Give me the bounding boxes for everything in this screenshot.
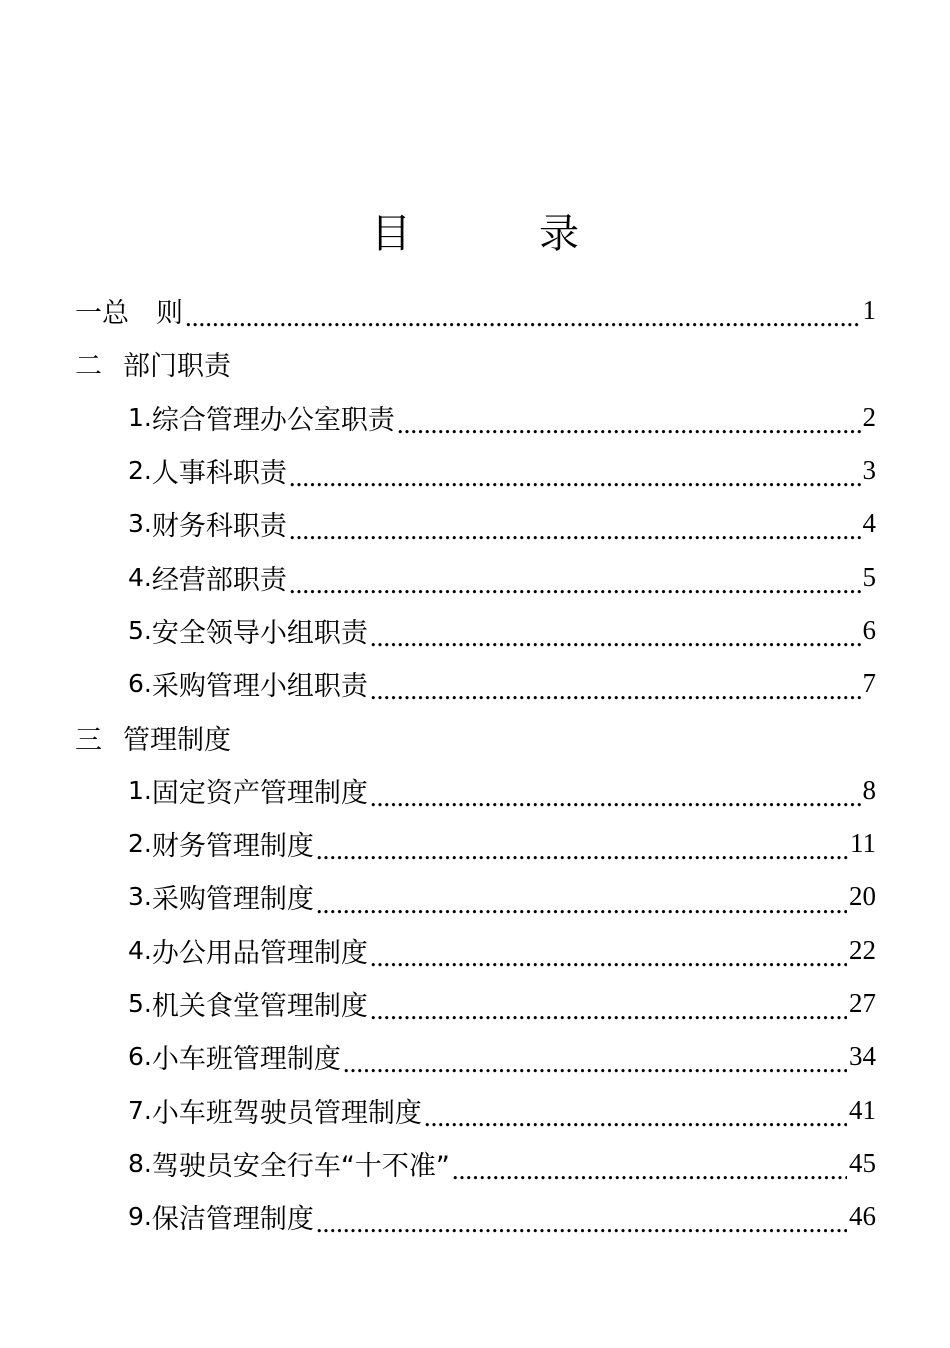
toc-entry-number: 2. xyxy=(128,829,152,859)
toc-entry-page: 6 xyxy=(862,614,876,645)
toc-entry-page: 27 xyxy=(849,988,876,1018)
toc-entry-number: 5. xyxy=(128,615,152,645)
toc-entry-number: 7. xyxy=(128,1095,152,1125)
toc-leader-dots xyxy=(343,1053,847,1083)
toc-leader-dots xyxy=(289,520,861,550)
toc-entry-page: 41 xyxy=(849,1094,876,1125)
toc-entry-label: 安全领导小组职责 xyxy=(151,617,368,649)
toc-entry-number: 8. xyxy=(128,1148,152,1178)
toc-leader-dots xyxy=(185,307,861,337)
toc-entry-label: 管理制度 xyxy=(123,724,231,756)
toc-entry-page: 11 xyxy=(850,828,876,859)
toc-entry-number: 4. xyxy=(128,562,152,592)
toc-entry-number: 一 xyxy=(75,298,102,330)
toc-entry[interactable] xyxy=(0,870,950,923)
toc-entry[interactable] xyxy=(0,604,950,657)
toc-leader-dots xyxy=(370,627,861,657)
table-of-contents xyxy=(0,284,950,1243)
toc-entry-label: 部门职责 xyxy=(123,351,231,383)
toc-entry-page: 22 xyxy=(849,934,876,965)
toc-entry-label: 财务管理制度 xyxy=(151,831,314,863)
toc-entry-page: 1 xyxy=(862,295,876,326)
toc-entry-number: 1. xyxy=(128,775,152,805)
toc-leader-dots xyxy=(370,680,861,710)
toc-entry-label: 综合管理办公室职责 xyxy=(151,404,395,436)
toc-entry-label: 采购管理小组职责 xyxy=(151,671,368,703)
toc-entry-page: 46 xyxy=(849,1201,876,1232)
toc-entry-page: 3 xyxy=(862,455,876,486)
toc-section-heading[interactable] xyxy=(0,710,950,763)
toc-entry[interactable] xyxy=(0,1083,950,1136)
toc-entry[interactable] xyxy=(0,817,950,870)
toc-leader-dots xyxy=(316,894,847,924)
toc-entry-label: 保洁管理制度 xyxy=(151,1204,314,1236)
toc-entry-number: 三 xyxy=(75,724,102,756)
toc-entry-label: 小车班管理制度 xyxy=(151,1044,341,1076)
toc-entry[interactable] xyxy=(0,497,950,550)
toc-leader-dots xyxy=(370,1000,847,1030)
toc-entry-number: 3. xyxy=(128,882,152,912)
toc-leader-dots xyxy=(424,1107,847,1137)
toc-leader-dots xyxy=(289,467,861,497)
toc-leader-dots xyxy=(289,574,861,604)
toc-entry-page: 8 xyxy=(862,774,876,805)
toc-leader-dots xyxy=(370,947,847,977)
toc-entry-number: 6. xyxy=(128,1042,152,1072)
toc-entry-number: 2. xyxy=(128,456,152,486)
toc-entry-label: 总 则 xyxy=(102,298,183,330)
toc-entry-number: 9. xyxy=(128,1202,152,1232)
toc-entry[interactable] xyxy=(0,444,950,497)
toc-section-heading[interactable] xyxy=(0,337,950,390)
toc-entry[interactable] xyxy=(0,1030,950,1083)
toc-entry[interactable] xyxy=(0,391,950,444)
toc-entry-label: 固定资产管理制度 xyxy=(151,777,368,809)
toc-entry-page: 34 xyxy=(849,1041,876,1072)
toc-entry-label: 机关食堂管理制度 xyxy=(151,991,368,1022)
toc-entry-number: 4. xyxy=(128,935,152,965)
toc-entry-label: 办公用品管理制度 xyxy=(151,937,368,969)
toc-entry-number: 3. xyxy=(128,509,152,539)
toc-entry-page: 45 xyxy=(849,1147,876,1178)
toc-entry-label: 驾驶员安全行车“十不准” xyxy=(151,1150,450,1182)
toc-entry[interactable] xyxy=(0,924,950,977)
toc-entry-number: 5. xyxy=(128,989,152,1018)
toc-leader-dots xyxy=(370,787,861,817)
toc-entry[interactable] xyxy=(0,657,950,710)
toc-entry[interactable] xyxy=(0,764,950,817)
toc-entry-label: 采购管理制度 xyxy=(151,884,314,916)
toc-entry[interactable] xyxy=(0,550,950,603)
toc-entry[interactable] xyxy=(0,1137,950,1190)
toc-leader-dots xyxy=(397,414,861,444)
toc-entry-page: 2 xyxy=(862,401,876,432)
toc-leader-dots xyxy=(316,1213,847,1243)
toc-leader-dots xyxy=(316,840,848,870)
toc-entry-page: 4 xyxy=(862,508,876,539)
toc-entry-page: 20 xyxy=(849,881,876,912)
toc-entry-label: 人事科职责 xyxy=(151,458,287,490)
toc-entry-label: 财务科职责 xyxy=(151,511,287,543)
toc-entry[interactable] xyxy=(0,1190,950,1243)
toc-entry-label: 经营部职责 xyxy=(151,564,287,596)
toc-entry-page: 5 xyxy=(862,561,876,592)
toc-entry[interactable] xyxy=(0,977,950,1030)
toc-entry[interactable] xyxy=(0,284,950,337)
toc-leader-dots xyxy=(452,1160,847,1190)
toc-entry-number: 1. xyxy=(128,402,152,432)
toc-title: 目 录 xyxy=(371,211,623,257)
toc-entry-number: 二 xyxy=(75,351,102,383)
toc-entry-page: 7 xyxy=(862,668,876,699)
toc-entry-number: 6. xyxy=(128,669,152,699)
toc-entry-label: 小车班驾驶员管理制度 xyxy=(151,1097,422,1129)
